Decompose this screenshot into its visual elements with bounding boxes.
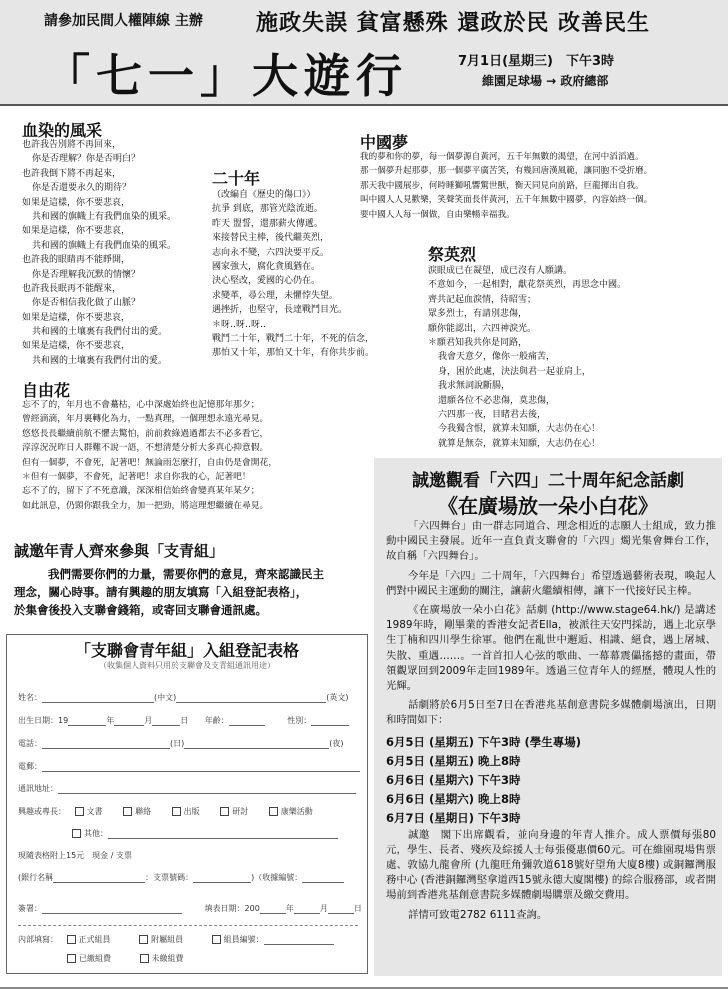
poem-freedom (22, 398, 372, 513)
form-row-signature (18, 903, 362, 914)
sign-label: 簽署： (18, 904, 42, 913)
bottom-rule (0, 987, 728, 989)
poem-heroes (428, 264, 720, 451)
form-row-fee: 現隨表格附上15元 現金 / 支票 (18, 851, 132, 860)
other-field[interactable] (108, 829, 338, 839)
poem-line: ＊願君知我共你是同路， (428, 337, 528, 348)
bank-name-field[interactable] (53, 873, 145, 883)
poem-title-heroes: 祭英烈 (428, 245, 477, 264)
chinese-name-field[interactable] (42, 693, 154, 703)
poem-line: （改編自《歷史的傷口》） (212, 190, 316, 200)
poem-line: 就算是無奈，就算未知願，大志仍在心！ (438, 438, 601, 449)
organizer-text: 請參加民間人權陣線 主辦 (44, 13, 203, 29)
poem-line: 你是否還要永久的期待？ (32, 183, 132, 194)
poem-line: 也許我的眼睛再不能睜開， (22, 255, 131, 266)
interest-checkbox[interactable] (220, 807, 229, 816)
poem-line: 忘不了的，年月也不會驀枯，心中深處始終也記憶那年那夕； (22, 400, 260, 410)
show-time: 6月5日 (星期五) 下午3時 (學生專場) (386, 734, 582, 749)
month-label: 月 (319, 904, 328, 913)
poem-blood (22, 138, 212, 368)
play-closing: 誠邀 閣下出席觀看，並向身邊的年青人推介。成人票價每張80元，學生、長者、殘疾及綜援人士每張優惠價60元。可在維園現場售票處、敦協九龍會所 (九龍旺角彌敦道618號好望角大廈8樓) 或銅鑼灣服務中心 (香港銅鑼灣堅拿道西15號永德大廈閣樓) 的綜合服務部，或者開場前到香港兆基創意書院多媒體劇場購票及繳交費用。 (386, 828, 716, 902)
member-number-box[interactable] (212, 935, 221, 944)
registration-form (6, 634, 368, 974)
poem-line: 那一個夢升起那夢，那一個夢平廣苦笑，有幾回唐漢風範，讓同胞不受折磨。 (360, 166, 653, 177)
fill-date-label: 填表日期：200 (204, 904, 260, 913)
poem-title-freedom: 自由花 (22, 381, 71, 400)
year-label: 年 (285, 904, 294, 913)
cheque-number-field[interactable] (193, 873, 251, 883)
slogan-text: 施政失誤 貧富懸殊 還政於民 改善民生 (256, 11, 650, 36)
fill-day-field[interactable] (328, 904, 354, 914)
poem-line: 淳淳況況昨日人群難不說一語，不想清楚分析大多真心抑意假。 (22, 443, 269, 454)
paid-option: 已繳組費 (79, 954, 111, 963)
poem-line: 如果是這樣，你不要悲哀， (22, 312, 131, 323)
poem-line: 戰鬥二十年，戰鬥二十年，不死的信念， (212, 333, 375, 344)
poem-line: 齊共記起血淚情，待昭雪； (428, 294, 537, 305)
poem-line: 你是否理解我沉默的情懷？ (32, 269, 141, 280)
interest-option: 出版 (183, 807, 200, 816)
form-divider (18, 925, 358, 926)
poem-line: 也許我倒下將不再起來， (22, 168, 122, 179)
poem-line: 還願各位不必悲傷，莫悲傷， (438, 395, 556, 406)
form-privacy-note: （收集個人資料只用於支聯會及支青組通訊用途） (99, 661, 275, 670)
recruit-line: 理念，關心時事。請有興趣的朋友填寫「入組登記表格」， (14, 585, 308, 599)
march-title: 「七一」大遊行 (44, 49, 408, 103)
play-paragraph: 話劇將於6月5日至7日在香港兆基創意書院多媒體劇場演出，日期和時間如下： (386, 699, 716, 727)
poem-line: ＊呀‥呀‥呀‥ (212, 319, 267, 330)
poem-line: 你是否理解？你是否明白？ (32, 154, 141, 165)
sex-field[interactable] (311, 716, 349, 726)
form-row-phone (18, 738, 362, 749)
phone-label: 電話： (18, 739, 42, 748)
age-label: 年齡： (204, 716, 229, 725)
dob-label: 出生日期：19 (18, 716, 69, 725)
member-number-label: 組員編號： (223, 935, 264, 944)
poem-line: 淚眼成已在凝望，成已沒有人願講。 (428, 266, 573, 276)
form-row-email (18, 761, 362, 772)
march-route: 維園足球場 → 政府總部 (482, 74, 609, 88)
recruit-title: 誠邀年青人齊來參與「支青組」 (14, 542, 225, 560)
dob-month-field[interactable] (114, 716, 144, 726)
interest-option: 文書 (86, 807, 103, 816)
email-label: 電郵： (18, 762, 42, 771)
day-label: 日 (180, 716, 189, 725)
year-label: 年 (106, 716, 115, 725)
poem-line: 也許我長眠再不能醒來， (22, 283, 122, 294)
signature-field[interactable] (42, 904, 182, 914)
poem-title-blood: 血染的風采 (22, 121, 103, 140)
poem-line: 如果是這樣，你不要悲哀， (22, 341, 131, 352)
poem-title-china-dream: 中國夢 (360, 133, 409, 152)
show-time: 6月7日 (星期日) 下午3時 (386, 810, 521, 825)
play-invite: 誠邀觀看「六四」二十周年紀念話劇 (412, 471, 684, 491)
poem-line: 但有一個夢，不會死，記著吧！無論雨怎麼打，自由仍是會開花， (22, 457, 278, 468)
member-type-option: 正式組員 (78, 935, 111, 944)
form-row-interests (18, 806, 362, 817)
interest-checkbox[interactable] (269, 807, 278, 816)
other-checkbox[interactable] (72, 829, 81, 838)
form-row-bank (18, 872, 362, 883)
member-type-option: 附屬組員 (151, 935, 184, 944)
name-label: 姓名： (18, 693, 42, 702)
poem-line: 你是否相信我化做了山脈？ (32, 298, 141, 309)
poem-line: 悠悠長長繼續前航不懼去驚怕，前前救綠過過都去不必多看它， (22, 428, 269, 439)
poem-line: 共和國的旗幟上有我們血染的風采。 (32, 211, 177, 222)
form-row-other (66, 828, 410, 839)
show-time: 6月6日 (星期六) 晚上8時 (386, 791, 521, 806)
play-title: 《在廣場放一朵小白花》 (438, 494, 658, 518)
interest-option: 研討 (232, 807, 249, 816)
poem-line: 如果是這樣，你不要悲哀， (22, 226, 131, 237)
paid-checkbox[interactable] (140, 954, 149, 963)
address-field[interactable] (58, 784, 356, 794)
poem-line: 六四那一夜，目睹君去後， (438, 409, 547, 420)
show-time: 6月5日 (星期五) 晚上8時 (386, 753, 521, 768)
interest-label: 興趣或專長： (18, 807, 66, 816)
interest-checkbox[interactable] (172, 807, 181, 816)
poem-title-twenty: 二十年 (212, 169, 261, 188)
poem-line: 如果是這樣，你不要悲哀， (22, 197, 131, 208)
poem-line: 決心堅改，愛國的心仍在。 (212, 276, 321, 287)
internal-label: 內部填寫： (18, 935, 58, 944)
recruit-body (14, 565, 366, 619)
poem-line: 國家強大，腐化貪風猶在。 (212, 261, 321, 272)
poem-line: 我會天意夕，像你一般痛苦， (438, 352, 556, 363)
play-paragraph: 《在廣場放一朵小白花》話劇 (http://www.stage64.hk/) 是講述1989年時，剛畢業的香港女記者Ella，被派往天安門採訪，遇上北京學生丁楠和四川學生徐軍。他們在亂世中邂逅、相識、絕食，遇上屠城、失散、重遇……。一首首扣人心弦的歌曲、一幕幕震儡搖撼的畫面，帶領觀眾回到2009年走回1989年。透過三位青年人的經歷，體現人性的光輝。 (386, 604, 716, 693)
poem-china-dream (360, 150, 722, 222)
sex-label: 性別： (287, 716, 312, 725)
poem-line: 共和國的土壤裏有我們付出的愛。 (32, 355, 168, 366)
paid-checkbox[interactable] (67, 954, 76, 963)
poem-line: 昨天 盟誓，還那薪火傳遞。 (212, 218, 323, 229)
receipt-label: )（收據編號： (251, 873, 303, 882)
other-label: 其他： (84, 829, 108, 838)
form-row-internal (18, 934, 362, 945)
play-contact: 詳情可致電2782 6111查詢。 (408, 908, 548, 921)
interest-checkbox[interactable] (123, 807, 132, 816)
poem-line: 求變革，尋公理，未懼悖失望。 (212, 290, 339, 301)
poem-line: 叫中國人人見歡樂，笑聲笑面長伴黃河，五千年無數中國夢，內容始終一個。 (360, 195, 653, 206)
poem-line: 今我獨含恨，就算未知願，大志仍在心！ (438, 424, 601, 435)
member-type-checkbox[interactable] (139, 935, 148, 944)
poem-line: 遇挫折，也堅守，長達戰鬥目光。 (212, 305, 348, 316)
poem-line: 忘不了的，留下了不死意識，深深相信始終會變真某年某夕； (22, 486, 260, 497)
poem-line: 我求無詞說斷腸， (438, 381, 511, 392)
night-tel-label: (夜) (329, 739, 344, 748)
poem-line: 如此訊息，仍頸你跟我全力，加一把勁，將這理想繼續在尋見。 (22, 500, 269, 511)
poem-line: 願你能認出，六四神淚光。 (428, 323, 537, 334)
poem-line: 眾多烈士，有請別悲傷， (428, 309, 528, 320)
fill-year-field[interactable] (260, 904, 286, 914)
chinese-label: (中文) (154, 693, 177, 702)
age-field[interactable] (229, 716, 265, 726)
poem-line: 也許我告別將不再回來， (22, 140, 122, 150)
email-field[interactable] (42, 762, 360, 772)
month-label: 月 (144, 716, 153, 725)
march-date-time: 7月1日(星期三) 下午3時 (458, 54, 615, 69)
day-label: 日 (353, 904, 362, 913)
poem-line: ＊但有一個夢，不會死，記著吧！求自你我的心，記著吧！ (22, 471, 251, 482)
show-time: 6月6日 (星期六) 下午3時 (386, 772, 521, 787)
poem-line: 志向永不變，六四決要平反。 (212, 247, 330, 258)
poem-line: 要中國人人每一個做，自由樂暢幸福我。 (360, 209, 515, 220)
address-label: 通訊地址： (18, 784, 58, 793)
poem-line: 來接替民主棒，後代繼英烈， (212, 233, 330, 244)
interest-option: 聯絡 (135, 807, 152, 816)
day-phone-field[interactable] (42, 739, 170, 749)
poem-line: 身，困於此處，決法與君一起並肩上， (438, 366, 592, 377)
dob-year-field[interactable] (68, 716, 106, 726)
bank-label: (銀行名稱 (18, 873, 54, 882)
member-type-checkbox[interactable] (67, 935, 76, 944)
poem-line: 共和國的旗幟上有我們血染的風采。 (32, 240, 177, 251)
poem-line: 那天我中國展步，何時睡獅吼響驚世獸，衡天同見向前路，巨龍揮出自我。 (360, 180, 644, 191)
form-row-address (18, 783, 362, 794)
poem-line: 不意如今，一起相對，獻花祭英烈，再思念中國。 (428, 280, 627, 291)
poem-line: 共和國的土壤裏有我們付出的愛。 (32, 327, 168, 338)
receipt-number-field[interactable] (302, 873, 344, 883)
day-tel-label: (日) (170, 739, 185, 748)
interest-checkbox[interactable] (75, 807, 84, 816)
interest-option: 康樂活動 (280, 807, 313, 816)
form-row-name (18, 692, 362, 703)
poem-line: 曾經滴滴，年月裏轉化為力，一點真理，一個理想永遠光尋見。 (22, 414, 269, 425)
recruit-line: 於集會後投入支聯會錢箱，或寄回支聯會通訊處。 (14, 603, 267, 617)
fill-month-field[interactable] (294, 904, 320, 914)
play-paragraph: 「六四舞台」由一群志同道合、理念相近的志願人士組成，致力推動中國民主發展。近年一直負責支聯會的「六四」燭光集會舞台工作，故自稱「六四舞台」。 (386, 520, 716, 563)
play-paragraph: 今年是「六四」二十周年，「六四舞台」希望透過藝術表現，喚起人們對中國民主運動的關注，讓薪火繼續相傳，讓下一代接好民主棒。 (386, 569, 716, 597)
form-row-paid (61, 953, 405, 964)
form-title: 「支聯會青年組」入組登記表格 (74, 641, 299, 660)
poem-line: 那怕又十年，那怕又十年，有你共步前。 (212, 348, 375, 359)
poem-line: 抗爭 到底，那管光陰流逝。 (212, 204, 323, 215)
night-phone-field[interactable] (184, 739, 329, 749)
member-number-field[interactable] (264, 935, 334, 945)
cheque-label: ：支票號碼： (145, 873, 194, 882)
form-row-dob (18, 715, 362, 726)
recruit-line: 我們需要你們的力量，需要你們的意見，齊來認識民主 (48, 567, 324, 581)
english-name-field[interactable] (176, 693, 326, 703)
paid-option: 未繳組費 (151, 954, 184, 963)
english-label: (英文) (326, 693, 349, 702)
play-body (386, 519, 716, 923)
dob-day-field[interactable] (152, 716, 180, 726)
poem-line: 我的夢和你的夢，每一個夢源自黃河，五千年無數的渴望，在河中滔滔過。 (360, 152, 644, 162)
